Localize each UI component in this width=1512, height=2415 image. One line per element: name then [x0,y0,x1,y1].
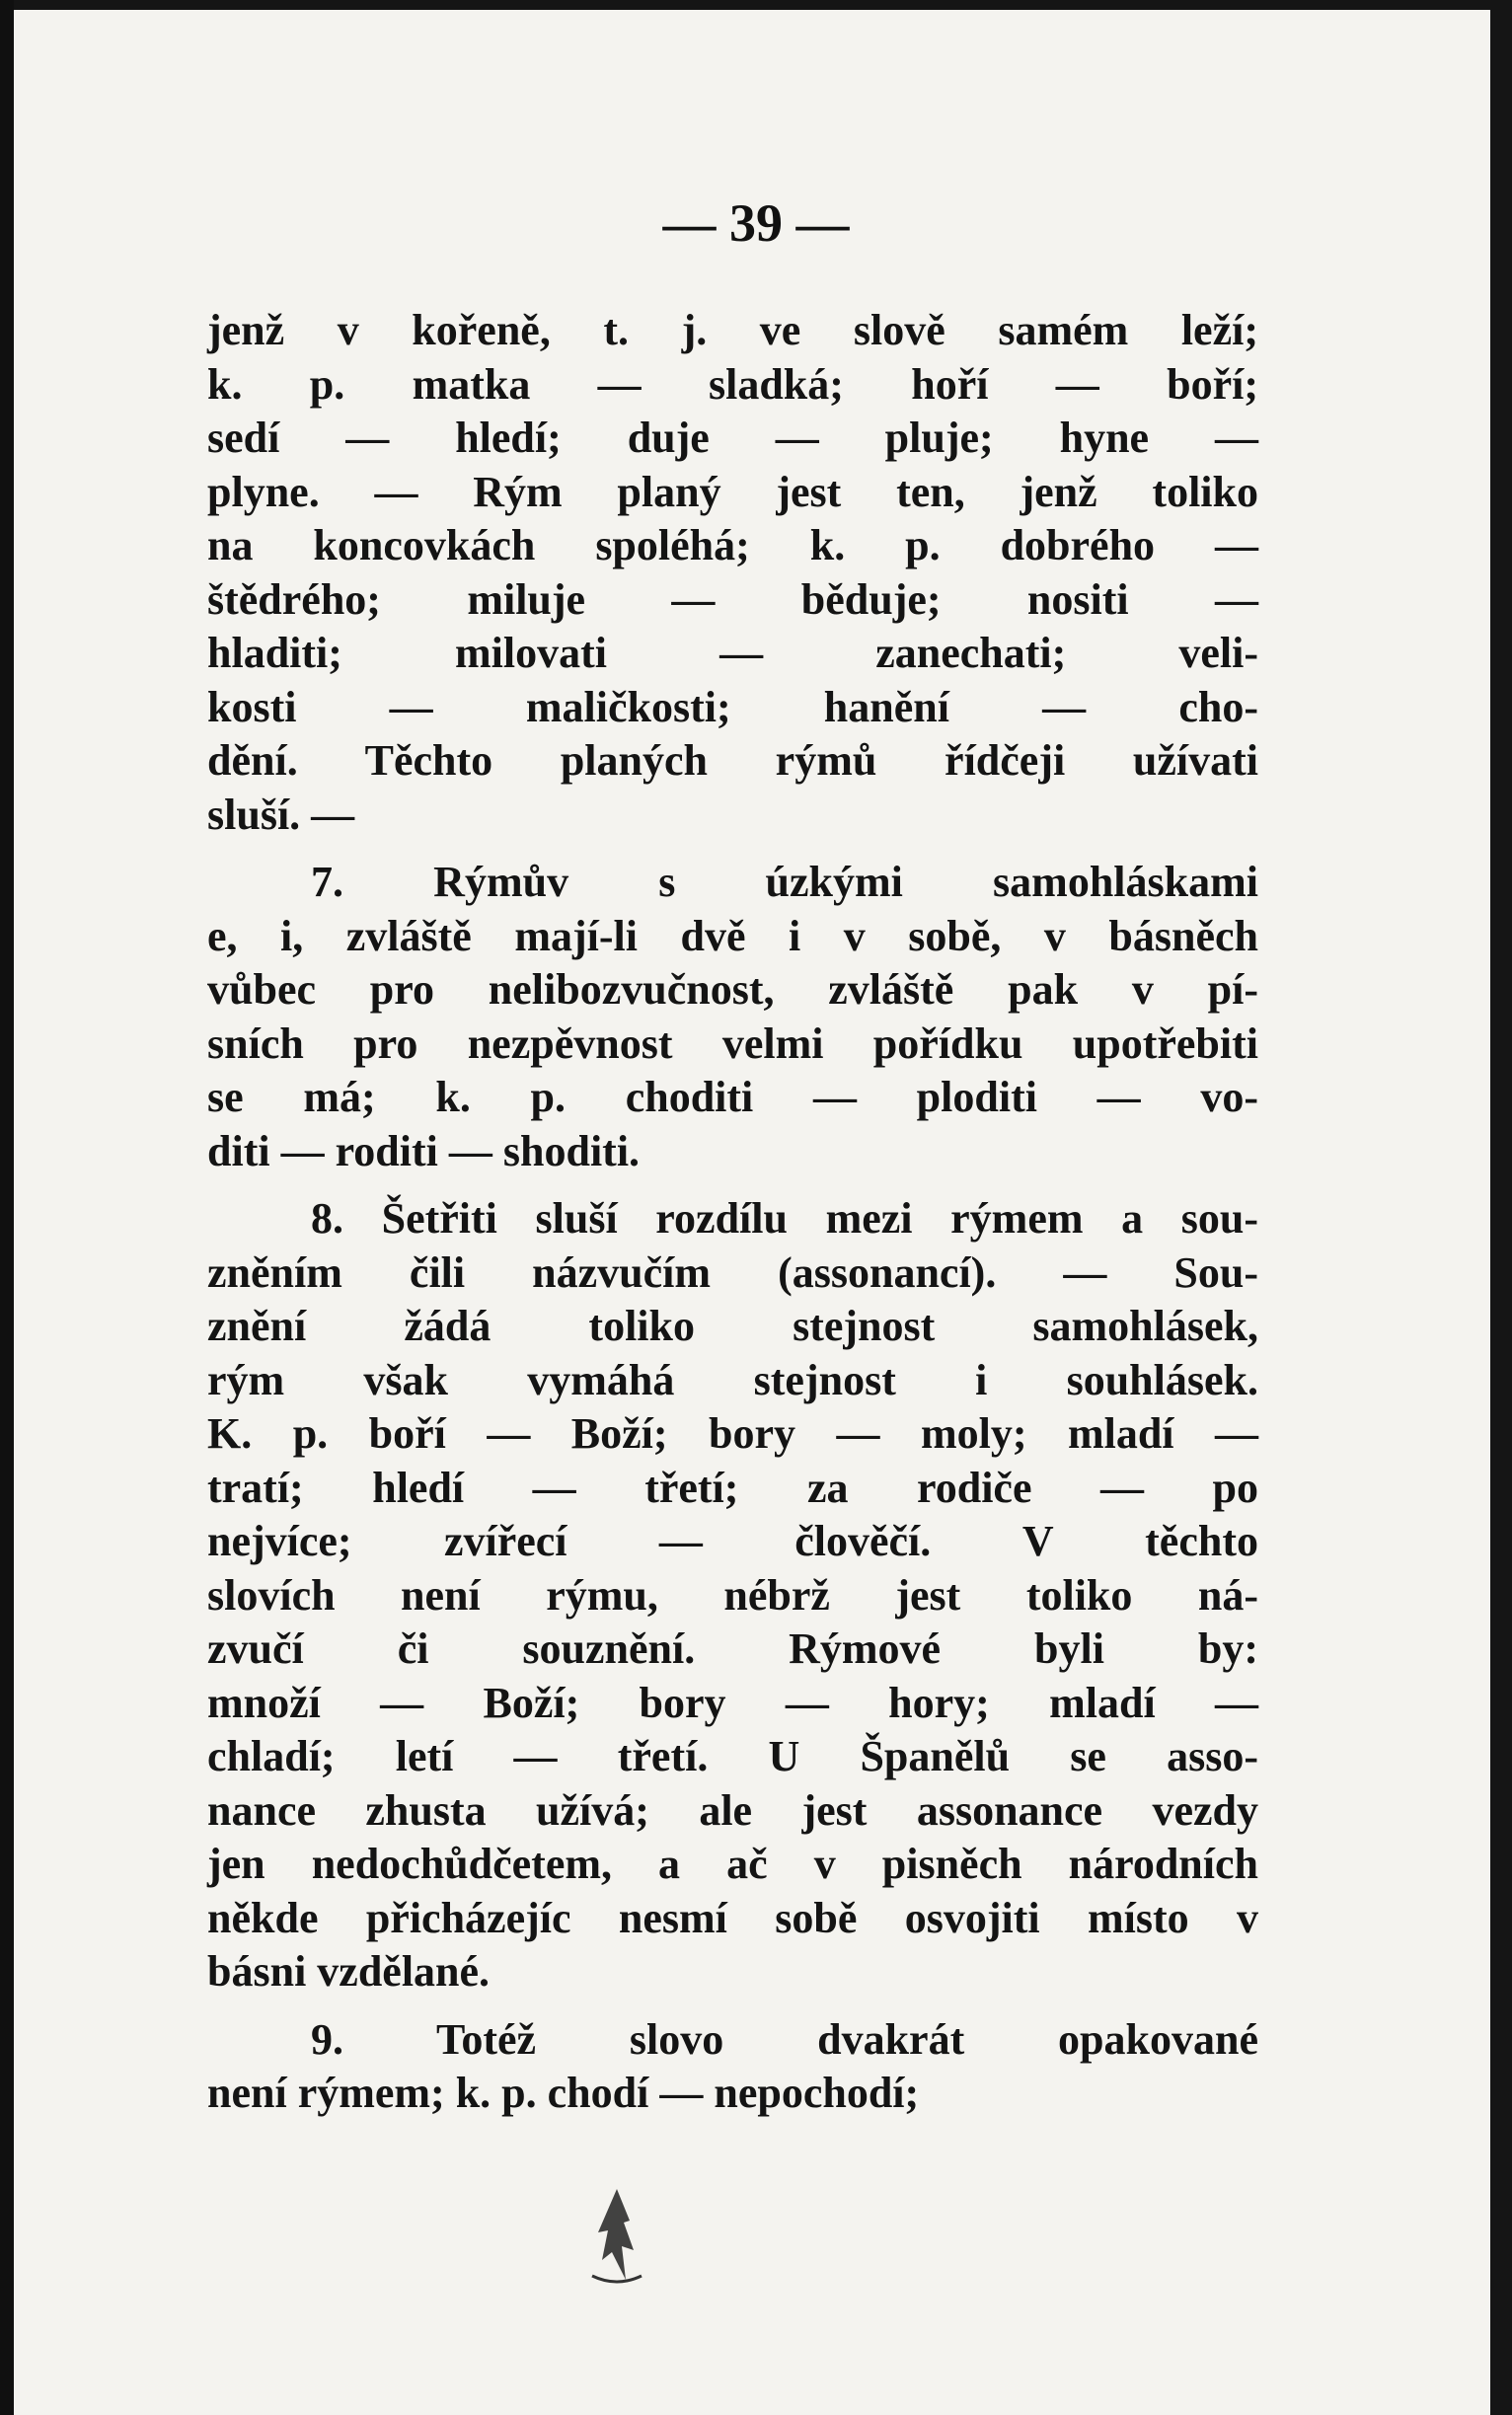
text-line: znění žádá toliko stejnost samohlásek, [207,1302,1258,1350]
text-line: diti — roditi — shoditi. [207,1126,641,1175]
text-line: jenž v kořeně, t. j. ve slově samém leží; [207,306,1258,354]
text-line: k. p. matka — sladká; hoří — boří; [207,359,1258,409]
paragraph-4 [207,2013,1258,2121]
printer-ornament-icon [572,2181,661,2290]
paragraph-2 [207,856,1258,1178]
paragraph-1 [207,304,1258,842]
text-line: chladí; letí — třetí. U Španělů se asso- [207,1732,1258,1780]
text-line: sedí — hledí; duje — pluje; hyne — [207,414,1258,462]
text-line: není rýmem; k. p. chodí — nepochodí; [207,2069,920,2117]
text-line: básni vzdělané. [207,1947,491,1996]
text-line: 7. Rýmův s úzkými samohláskami [311,858,1258,906]
text-line: sluší. — [207,790,355,839]
text-line: tratí; hledí — třetí; za rodiče — po [207,1463,1258,1512]
scan-edge-left [0,0,14,2415]
body-text [207,304,1258,2121]
page-number: — 39 — [662,193,850,253]
text-line: vůbec pro nelibozvučnost, zvláště pak v pí- [207,965,1258,1014]
text-line: plyne. — Rým planý jest ten, jenž toliko [207,467,1258,516]
scan-edge-right [1490,0,1512,2415]
text-line: rým však vymáhá stejnost i souhlásek. [207,1355,1258,1404]
text-line: slovích není rýmu, nébrž jest toliko ná- [207,1570,1258,1620]
text-line: sních pro nezpěvnost velmi pořídku upotřebiti [207,1019,1258,1068]
text-line: nejvíce; zvířecí — člověčí. V těchto [207,1517,1258,1565]
text-line: hladiti; milovati — zanechati; veli- [207,629,1258,677]
text-line: na koncovkách spoléhá; k. p. dobrého — [207,521,1258,569]
text-line: zvučí či souznění. Rýmové byli by: [207,1624,1258,1673]
scan-edge-top [0,0,1512,10]
text-line: zněním čili názvučím (assonancí). — Sou- [207,1247,1258,1297]
text-line: nance zhusta užívá; ale jest assonance vezdy [207,1785,1258,1835]
text-line: jen nedochůdčetem, a ač v pisněch národních [207,1840,1258,1888]
text-line: 9. Totéž slovo dvakrát opakované [311,2014,1258,2064]
text-line: se má; k. p. choditi — ploditi — vo- [207,1073,1258,1121]
text-line: množí — Boží; bory — hory; mladí — [207,1678,1258,1727]
text-line: štědrého; miluje — běduje; nositi — [207,574,1258,624]
text-line: 8. Šetřiti sluší rozdílu mezi rýmem a sou- [311,1194,1258,1243]
text-line: dění. Těchto planých rýmů řídčeji užívati [207,736,1258,785]
text-line: někde přicházejíc nesmí sobě osvojiti místo v [207,1893,1258,1942]
paragraph-3 [207,1192,1258,2000]
text-line: e, i, zvláště mají-li dvě i v sobě, v básněch [207,911,1258,960]
text-line: K. p. boří — Boží; bory — moly; mladí — [207,1409,1258,1458]
text-line: kosti — maličkosti; hanění — cho- [207,682,1258,731]
